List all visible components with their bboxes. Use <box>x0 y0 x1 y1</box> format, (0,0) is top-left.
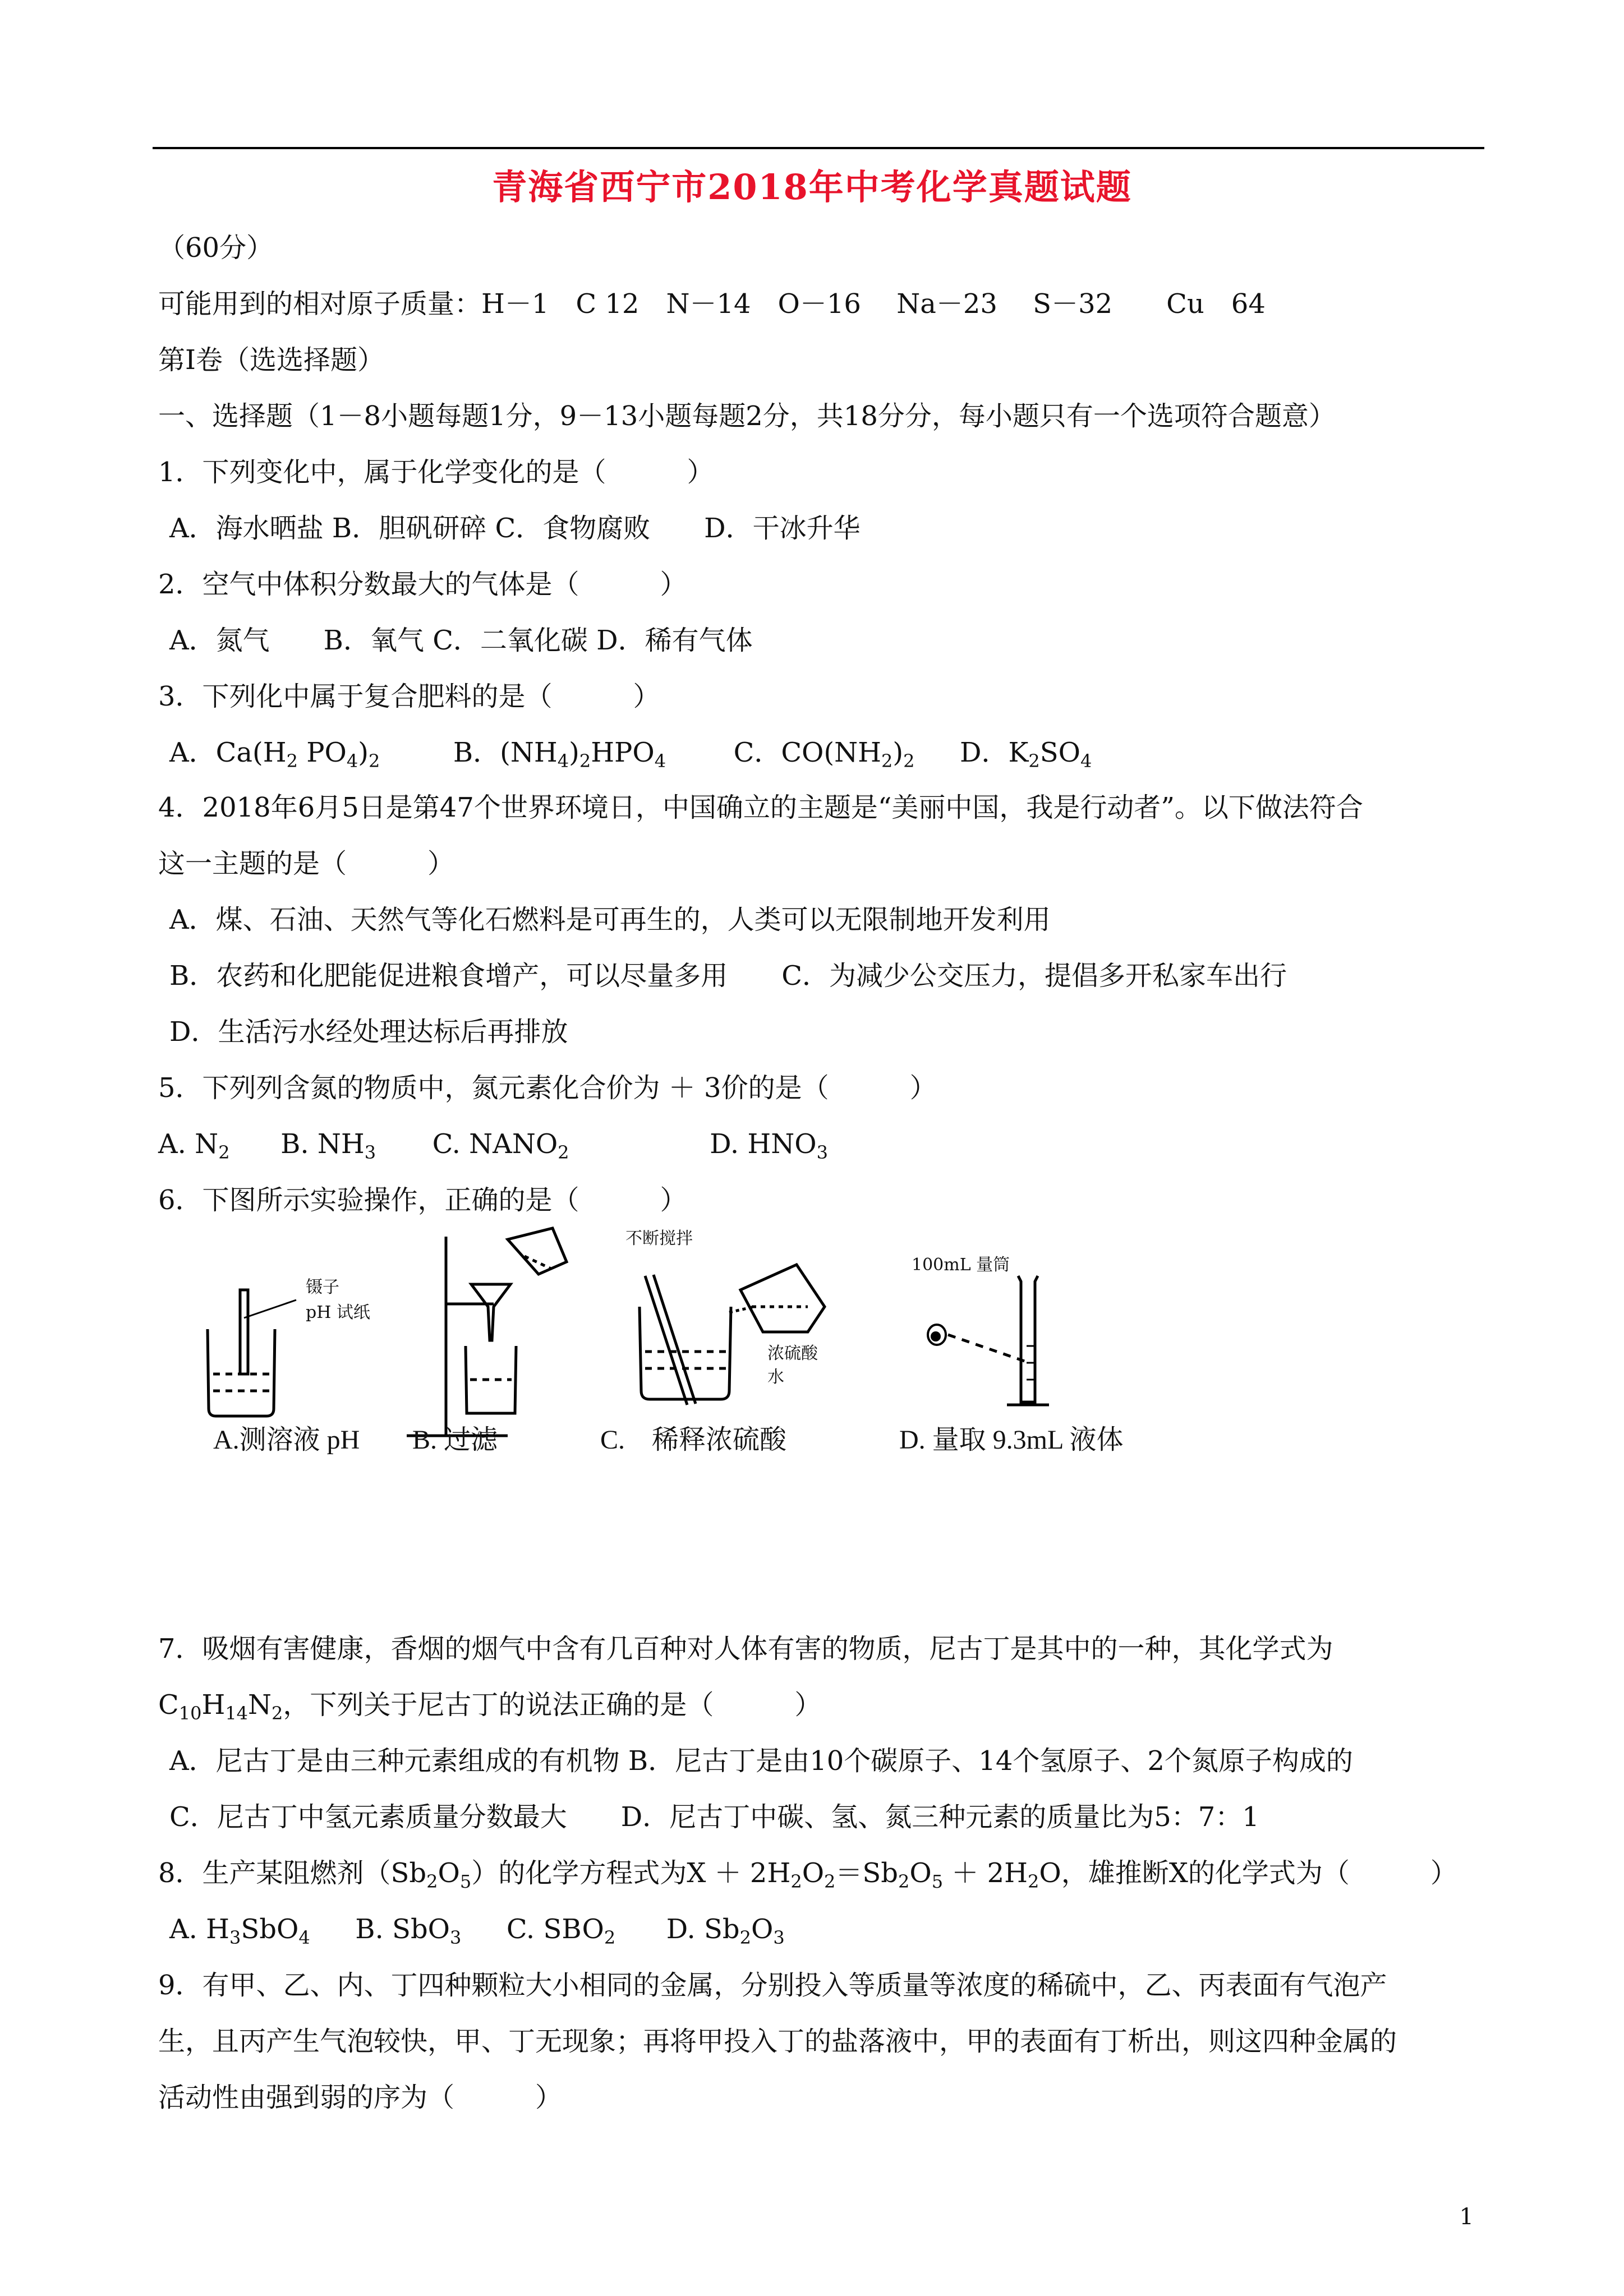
question-4-option-bc: B．农药和化肥能促进粮食增产，可以尽量多用 C．为减少公交压力，提倡多开私家车出行 <box>169 960 1287 992</box>
question-1-options: A．海水晒盐 B．胆矾研碎 C．食物腐败 D．干冰升华 <box>169 513 861 544</box>
question-3-stem: 3．下列化中属于复合肥料的是（ ） <box>158 681 660 712</box>
question-4-stem-line-2: 这一主题的是（ ） <box>158 848 455 879</box>
question-5-stem: 5．下列列含氮的物质中，氮元素化合价为 ＋ 3价的是（ ） <box>158 1072 937 1104</box>
question-4-option-a: A．煤、石油、天然气等化石燃料是可再生的，人类可以无限制地开发利用 <box>169 904 1051 935</box>
question-2-options: A．氮气 B．氧气 C．二氧化碳 D．稀有气体 <box>169 625 753 656</box>
caption-a: A.测溶液 pH <box>213 1425 360 1455</box>
question-4-stem-line-1: 4．2018年6月5日是第47个世界环境日，中国确立的主题是“美丽中国，我是行动者”。以下做法符合 <box>158 792 1363 823</box>
label-cylinder: 100mL 量筒 <box>912 1255 1010 1275</box>
question-7-options-ab: A．尼古丁是由三种元素组成的有机物 B．尼古丁是由10个碳原子、14个氢原子、2个氮原子构成的 <box>169 1745 1353 1777</box>
question-7-stem-line-2: $C_{10}H_{14}N_2$，下列关于尼古丁的说法正确的是（ ） <box>158 1689 822 1724</box>
caption-c: C. 稀释浓硫酸 <box>600 1425 787 1455</box>
option-c: C．$CO(NH_2)_2$ <box>733 737 915 772</box>
question-6-stem: 6．下图所示实验操作，正确的是（ ） <box>158 1184 687 1216</box>
question-5-options: A. $N_2$ B. $NH_3$ C. $NANO_2$ D. $HNO_3$ <box>158 1128 828 1163</box>
question-8-options: A. $H_3SbO_4$ B. SbO$_3$ C. $SBO_2$ D. $Sb_2O_3$ <box>169 1914 785 1948</box>
label-conc-acid: 浓硫酸 <box>767 1344 818 1363</box>
question-7-stem-line-1: 7．吸烟有害健康，香烟的烟气中含有几百种对人体有害的物质，尼古丁是其中的一种，其化学式为 <box>158 1633 1333 1665</box>
page-title: 青海省西宁市2018年中考化学真题试题 <box>492 167 1132 208</box>
dilution-illustration <box>640 1265 825 1405</box>
label-tweezers: 镊子 <box>306 1278 339 1297</box>
question-2-stem: 2．空气中体积分数最大的气体是（ ） <box>158 569 687 600</box>
question-8-stem: 8．生产某阻燃剂$(Sb_2O_5)$的化学方程式为$X + 2H_2O_2=Sb_2O_5 + 2H_2O$，雄推断X的化学式为（ ） <box>158 1857 1457 1892</box>
question-4-option-d: D．生活污水经处理达标后再排放 <box>169 1016 568 1048</box>
score-note: （60分） <box>158 232 274 264</box>
question-9-line-2: 生，且丙产生气泡较快，甲、丁无现象；再将甲投入丁的盐落液中，甲的表面有丁析出，则这四种金属的 <box>158 2026 1397 2057</box>
question-9-line-3: 活动性由强到弱的序为（ ） <box>158 2082 563 2113</box>
eye-icon <box>928 1325 946 1345</box>
label-water: 水 <box>767 1367 784 1387</box>
label-stirring: 不断搅拌 <box>625 1229 693 1248</box>
option-d: D．$K_2SO_4$ <box>959 737 1092 772</box>
option-a: A．$Ca(H_2$ $PO_4)_2$ <box>169 737 380 772</box>
atomic-masses: 可能用到的相对原子质量：H－1 C 12 N－14 O－16 Na－23 S－32 Cu 64 <box>158 288 1266 320</box>
section-heading: 一、选择题（1－8小题每题1分，9－13小题每题2分，共18分分，每小题只有一个选项符合题意） <box>158 400 1336 432</box>
question-7-options-cd: C．尼古丁中氢元素质量分数最大 D．尼古丁中碳、氢、氮三种元素的质量比为5：7：1 <box>169 1801 1259 1833</box>
ph-measure-illustration <box>208 1290 296 1416</box>
part-label: 第Ⅰ卷（选选择题） <box>158 344 384 376</box>
page-number: 1 <box>1459 2204 1474 2230</box>
measuring-illustration <box>948 1276 1049 1405</box>
filtration-illustration <box>407 1228 567 1436</box>
question-1-stem: 1．下列变化中，属于化学变化的是（ ） <box>158 457 714 488</box>
caption-d: D. 量取 9.3mL 液体 <box>899 1425 1124 1455</box>
question-9-line-1: 9．有甲、乙、内、丁四种颗粒大小相同的金属，分别投入等质量等浓度的稀硫中，乙、丙表面有气泡产 <box>158 1970 1387 2001</box>
option-b: B．$(NH_4)_2HPO_4$ <box>453 737 666 772</box>
label-ph-paper: pH 试纸 <box>306 1303 370 1322</box>
caption-b: B. 过滤 <box>412 1425 498 1455</box>
